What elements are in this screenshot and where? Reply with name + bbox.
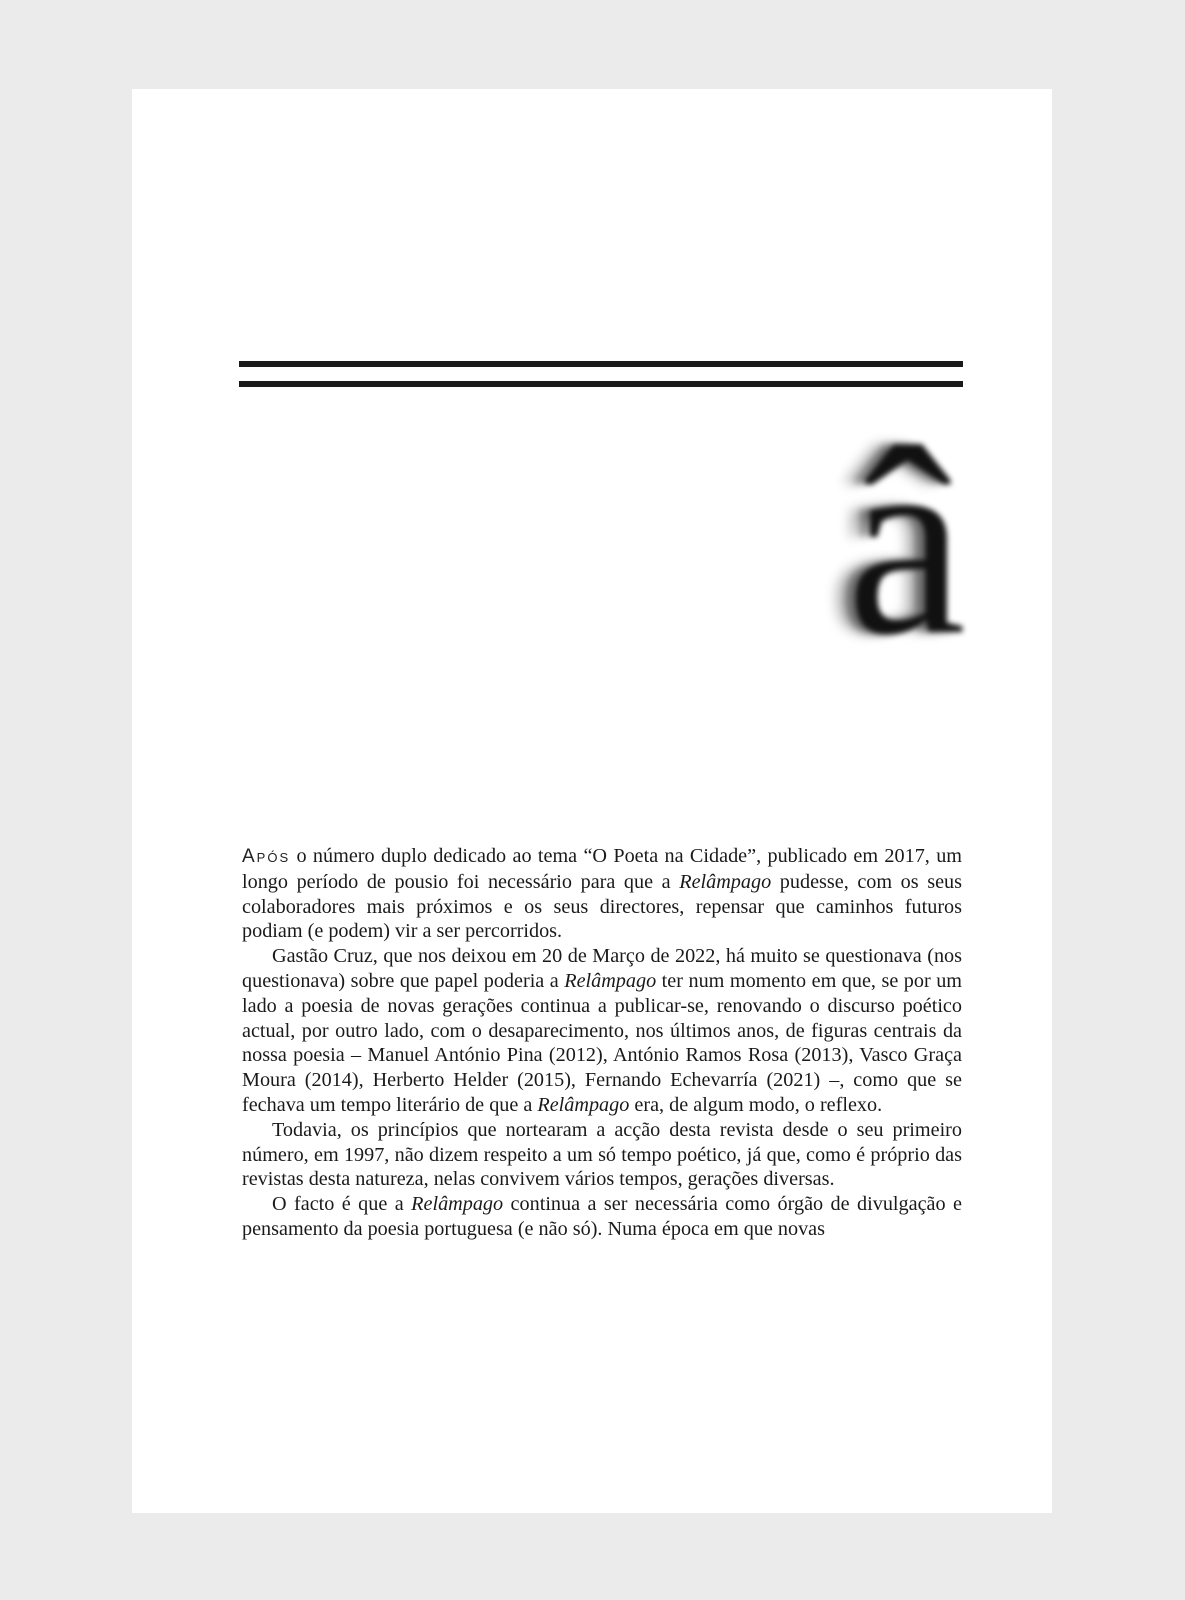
italic-title: Relâmpago [679, 870, 772, 893]
double-rule-bottom [239, 381, 963, 387]
text-run: pudesse, com os seus colaboradores mais próximos e os seus directores, repensar que caminhos futuros podiam (e podem) vir a ser percorridos. [242, 870, 962, 943]
lead-smallcaps: Após [242, 846, 291, 867]
decorative-glyph: â [846, 392, 966, 691]
text-run: Todavia, os princípios que nortearam a acção desta revista desde o seu primeiro número, em 1997, não dizem respeito a um só tempo poético, já que, como é próprio das revistas desta natureza, nelas convivem vários tempos, gerações diversas. [242, 1118, 962, 1191]
text-run: era, de algum modo, o reflexo. [629, 1093, 883, 1116]
text-run: O facto é que a [272, 1193, 412, 1216]
paragraph-4 [242, 1192, 962, 1242]
text-run: Gastão Cruz, que nos deixou em 20 de Março de 2022, há muito se questionava (nos questionava) sobre que papel poderia a [242, 945, 962, 992]
paragraph-3 [242, 1118, 962, 1192]
text-run: ter num momento em que, se por um lado a poesia de novas gerações continua a publicar-se, renovando o discurso poético actual, por outro lado, com o desaparecimento, nos últimos anos, de figuras centrais da nossa poesia – Manuel António Pina (2012), António Ramos Rosa (2013), Vasco Graça Moura (2014), Herberto Helder (2015), Fernando Echevarría (2021) –, como que se fechava um tempo literário de que a [242, 969, 962, 1116]
italic-title: Relâmpago [411, 1193, 504, 1216]
double-rule-top [239, 361, 963, 367]
italic-title: Relâmpago [537, 1093, 630, 1116]
text-run: continua a ser necessária como órgão de divulgação e pensamento da poesia portuguesa (e não só). Numa época em que novas [242, 1193, 963, 1240]
paragraph-1 [242, 844, 962, 944]
text-run: o número duplo dedicado ao tema “O Poeta na Cidade”, publicado em 2017, um longo período de pousio foi necessário para que a [242, 845, 962, 893]
paragraph-2 [242, 944, 962, 1118]
body-text [242, 844, 962, 1242]
italic-title: Relâmpago [564, 969, 657, 992]
book-page [132, 89, 1052, 1513]
